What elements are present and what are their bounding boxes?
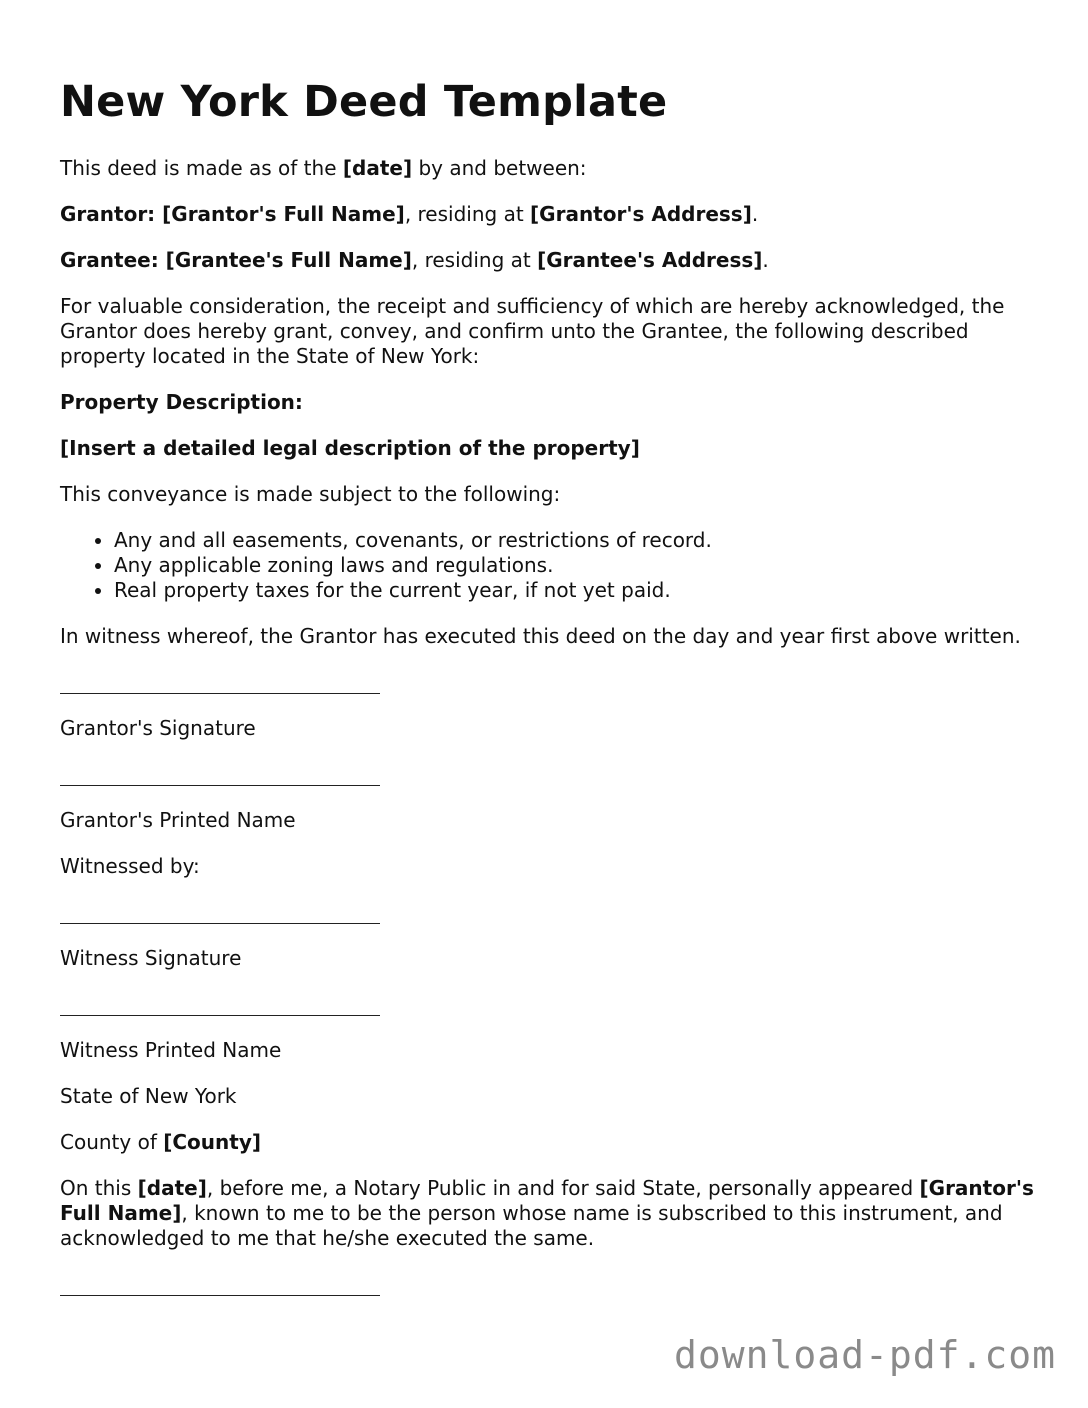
witness-signature-line xyxy=(60,923,380,924)
subject-list xyxy=(60,528,1035,603)
grantee-paragraph xyxy=(60,248,1035,273)
subject-intro: This conveyance is made subject to the following: xyxy=(60,482,561,506)
grantor-end: . xyxy=(751,202,759,226)
grantor-address-placeholder: [Grantor's Address] xyxy=(530,202,752,226)
grantor-printed-name-label: Grantor's Printed Name xyxy=(60,808,296,832)
watermark-text: download-pdf.com xyxy=(673,1333,1056,1377)
grantor-signature-label: Grantor's Signature xyxy=(60,716,256,740)
grantor-name-placeholder: [Grantor's Full Name] xyxy=(162,202,405,226)
list-item: • Any applicable zoning laws and regulations. xyxy=(114,553,1035,578)
document-title: New York Deed Template xyxy=(60,77,668,127)
grantor-signature-line xyxy=(60,693,380,694)
notary-grantor-name-placeholder: [Grantor's Full Name] xyxy=(60,1176,1034,1225)
notary-after-date: , before me, a Notary Public in and for said State, personally appeared xyxy=(206,1176,920,1200)
grantee-end: . xyxy=(762,248,769,272)
grantor-mid: , residing at xyxy=(404,202,531,226)
property-placeholder-text: [Insert a detailed legal description of the property] xyxy=(60,436,640,460)
intro-prefix: This deed is made as of the xyxy=(60,156,343,180)
list-item: • Real property taxes for the current year, if not yet paid. xyxy=(114,578,1035,603)
list-item: • Any and all easements, covenants, or restrictions of record. xyxy=(114,528,1035,553)
witness-signature-label: Witness Signature xyxy=(60,946,242,970)
notary-acknowledgment-paragraph xyxy=(60,1176,1035,1251)
witness-printed-name-label: Witness Printed Name xyxy=(60,1038,282,1062)
grantee-name-placeholder: [Grantee's Full Name] xyxy=(165,248,412,272)
property-heading-text: Property Description: xyxy=(60,390,303,414)
county-placeholder: [County] xyxy=(163,1130,262,1154)
grantee-address-placeholder: [Grantee's Address] xyxy=(537,248,763,272)
grantor-label: Grantor: xyxy=(60,202,163,226)
witnessed-by-label: Witnessed by: xyxy=(60,854,200,878)
grantor-printed-name-line xyxy=(60,785,380,786)
property-heading xyxy=(60,390,1035,415)
property-description-placeholder xyxy=(60,436,1035,461)
intro-suffix: by and between: xyxy=(412,156,587,180)
intro-date-placeholder: [date] xyxy=(342,156,413,180)
grantee-label: Grantee: xyxy=(60,248,166,272)
notary-county xyxy=(60,1130,1035,1155)
witness-printed-name-line xyxy=(60,1015,380,1016)
notary-signature-line xyxy=(60,1295,380,1296)
consideration-paragraph: For valuable consideration, the receipt and sufficiency of which are hereby acknowledged, the Grantor does hereby grant, convey, and confirm unto the Grantee, the following described property located in the State of New York: xyxy=(60,294,1005,368)
notary-state: State of New York xyxy=(60,1084,237,1108)
grantee-mid: , residing at xyxy=(411,248,538,272)
notary-closing: , known to me to be the person whose name is subscribed to this instrument, and acknowledged to me that he/she executed the same. xyxy=(60,1201,1003,1250)
grantor-paragraph xyxy=(60,202,1035,227)
deed-document xyxy=(60,74,1035,1318)
witness-whereof-paragraph: In witness whereof, the Grantor has executed this deed on the day and year first above written. xyxy=(60,624,1021,648)
intro-paragraph xyxy=(60,156,1035,181)
notary-date-placeholder: [date] xyxy=(137,1176,207,1200)
county-prefix: County of xyxy=(60,1130,164,1154)
notary-on-this: On this xyxy=(60,1176,138,1200)
